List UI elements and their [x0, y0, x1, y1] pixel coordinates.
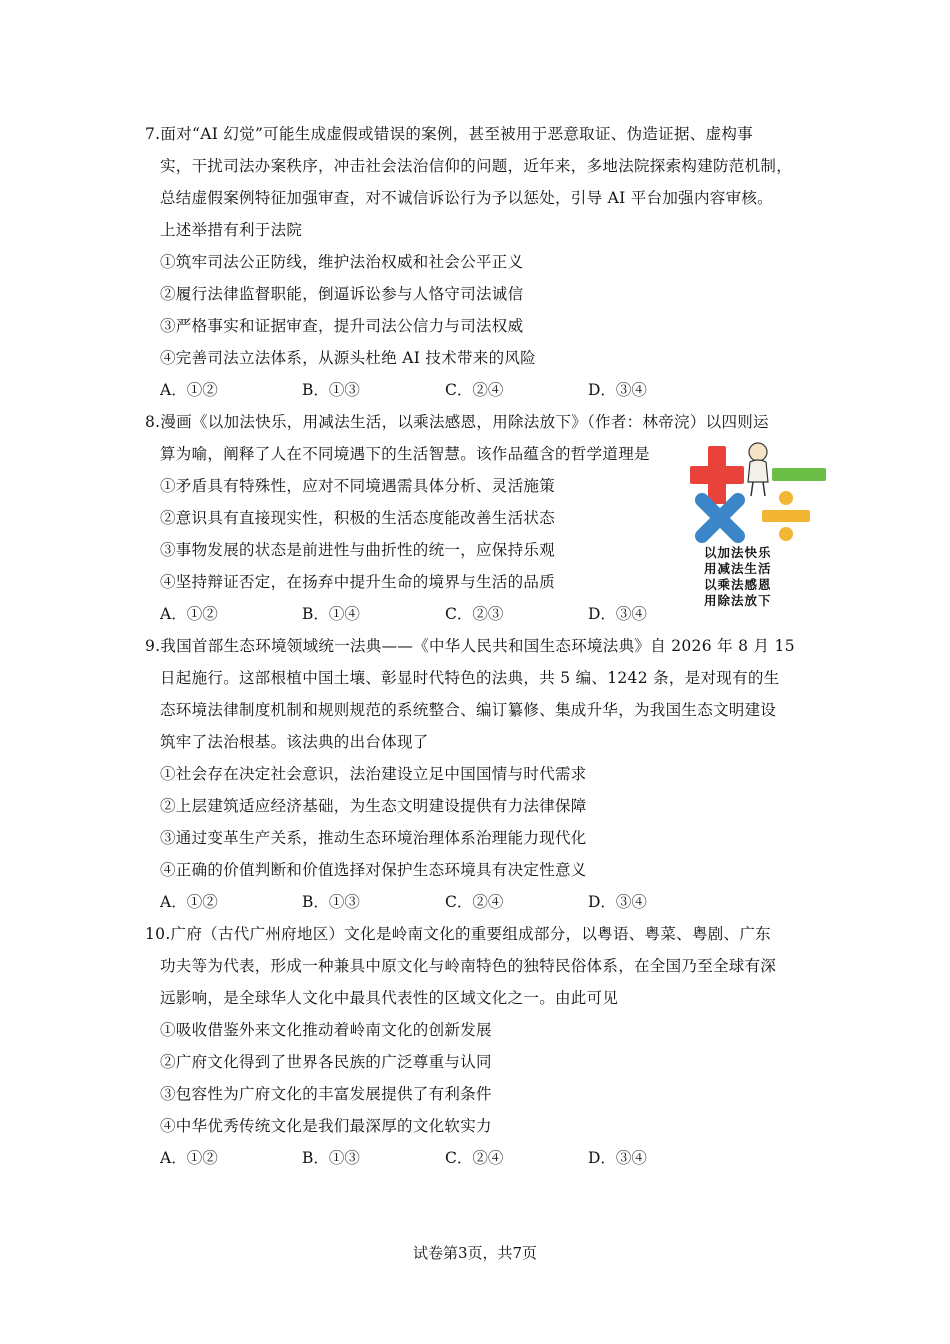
- option-c: C．②④: [445, 381, 504, 399]
- option-a: A．①②: [160, 893, 218, 911]
- page-footer: 试卷第3页，共7页: [412, 1244, 538, 1262]
- statement: ④正确的价值判断和价值选择对保护生态环境具有决定性意义: [160, 861, 587, 879]
- option-b: B．①③: [302, 381, 360, 399]
- cartoon-caption-line: 用除法放下: [704, 593, 772, 608]
- option-d: D．③④: [588, 1149, 647, 1167]
- option-a: A．①②: [160, 381, 218, 399]
- statement: ②意识具有直接现实性，积极的生活态度能改善生活状态: [160, 509, 556, 527]
- statement: ③事物发展的状态是前进性与曲折性的统一，应保持乐观: [160, 541, 556, 559]
- answer-options: [160, 604, 720, 624]
- person-figure-icon: [748, 443, 768, 496]
- question-stem-line: 筑牢了法治根基。该法典的出台体现了: [160, 733, 429, 751]
- question-stem-line: 算为喻，阐释了人在不同境遇下的生活智慧。该作品蕴含的哲学道理是: [160, 445, 650, 463]
- option-c: C．②③: [445, 605, 504, 623]
- statement: ①矛盾具有特殊性，应对不同境遇需具体分析、灵活施策: [160, 477, 556, 495]
- minus-icon: [772, 468, 826, 481]
- option-a: A．①②: [160, 1149, 218, 1167]
- statement: ③通过变革生产关系，推动生态环境治理体系治理能力现代化: [160, 829, 587, 847]
- statement: ④中华优秀传统文化是我们最深厚的文化软实力: [160, 1117, 492, 1135]
- statement: ①筑牢司法公正防线，维护法治权威和社会公平正义: [160, 253, 524, 271]
- option-b: B．①③: [302, 1149, 360, 1167]
- option-b: B．①③: [302, 893, 360, 911]
- question-stem-line: 日起施行。这部根植中国土壤、彰显时代特色的法典，共 5 编、1242 条，是对现有的生: [160, 669, 780, 687]
- question-stem-line: 总结虚假案例特征加强审查，对不诚信诉讼行为予以惩处，引导 AI 平台加强内容审核。: [160, 189, 773, 207]
- cartoon-caption-line: 用减法生活: [704, 561, 772, 576]
- cartoon-caption-line: 以加法快乐: [704, 545, 772, 560]
- statement: ④坚持辩证否定，在扬弃中提升生命的境界与生活的品质: [160, 573, 556, 591]
- statement: ②履行法律监督职能，倒逼诉讼参与人恪守司法诚信: [160, 285, 524, 303]
- question-stem-line: 10.广府（古代广州府地区）文化是岭南文化的重要组成部分，以粤语、粤菜、粤剧、广东: [145, 925, 771, 943]
- statement: ④完善司法立法体系，从源头杜绝 AI 技术带来的风险: [160, 349, 536, 367]
- option-d: D．③④: [588, 605, 647, 623]
- question-stem-line: 7.面对“AI 幻觉”可能生成虚假或错误的案例，甚至被用于恶意取证、伪造证据、虚构事: [145, 125, 753, 143]
- statement: ③包容性为广府文化的丰富发展提供了有利条件: [160, 1085, 492, 1103]
- question-stem-line: 远影响，是全球华人文化中最具代表性的区域文化之一。由此可见: [160, 989, 619, 1007]
- option-b: B．①④: [302, 605, 360, 623]
- cartoon-caption-line: 以乘法感恩: [704, 577, 772, 592]
- option-c: C．②④: [445, 1149, 504, 1167]
- statement: ②广府文化得到了世界各民族的广泛尊重与认同: [160, 1053, 492, 1071]
- question-stem-line: 态环境法律制度机制和规则规范的系统整合、编订纂修、集成升华，为我国生态文明建设: [160, 701, 777, 719]
- option-d: D．③④: [588, 893, 647, 911]
- divide-icon: [762, 491, 810, 541]
- answer-options: [160, 1148, 720, 1168]
- statement: ①社会存在决定社会意识，法治建设立足中国国情与时代需求: [160, 765, 587, 783]
- statement: ②上层建筑适应经济基础，为生态文明建设提供有力法律保障: [160, 797, 587, 815]
- question-stem-line: 功夫等为代表，形成一种兼具中原文化与岭南特色的独特民俗体系，在全国乃至全球有深: [160, 957, 777, 975]
- answer-options: [160, 892, 720, 912]
- question-stem-line: 实，干扰司法办案秩序，冲击社会法治信仰的问题，近年来，多地法院探索构建防范机制，: [160, 157, 793, 175]
- statement: ①吸收借鉴外来文化推动着岭南文化的创新发展: [160, 1021, 492, 1039]
- times-icon: [702, 500, 738, 536]
- statement: ③严格事实和证据审查，提升司法公信力与司法权威: [160, 317, 524, 335]
- option-c: C．②④: [445, 893, 504, 911]
- question-stem-line: 8.漫画《以加法快乐，用减法生活，以乘法感恩，用除法放下》（作者：林帝浣）以四则运: [145, 413, 769, 431]
- question-stem-line: 上述举措有利于法院: [160, 221, 303, 239]
- question-stem-line: 9.我国首部生态环境领域统一法典——《中华人民共和国生态环境法典》自 2026 年 8 月 15: [145, 637, 795, 655]
- option-a: A．①②: [160, 605, 218, 623]
- option-d: D．③④: [588, 381, 647, 399]
- answer-options: [160, 380, 720, 400]
